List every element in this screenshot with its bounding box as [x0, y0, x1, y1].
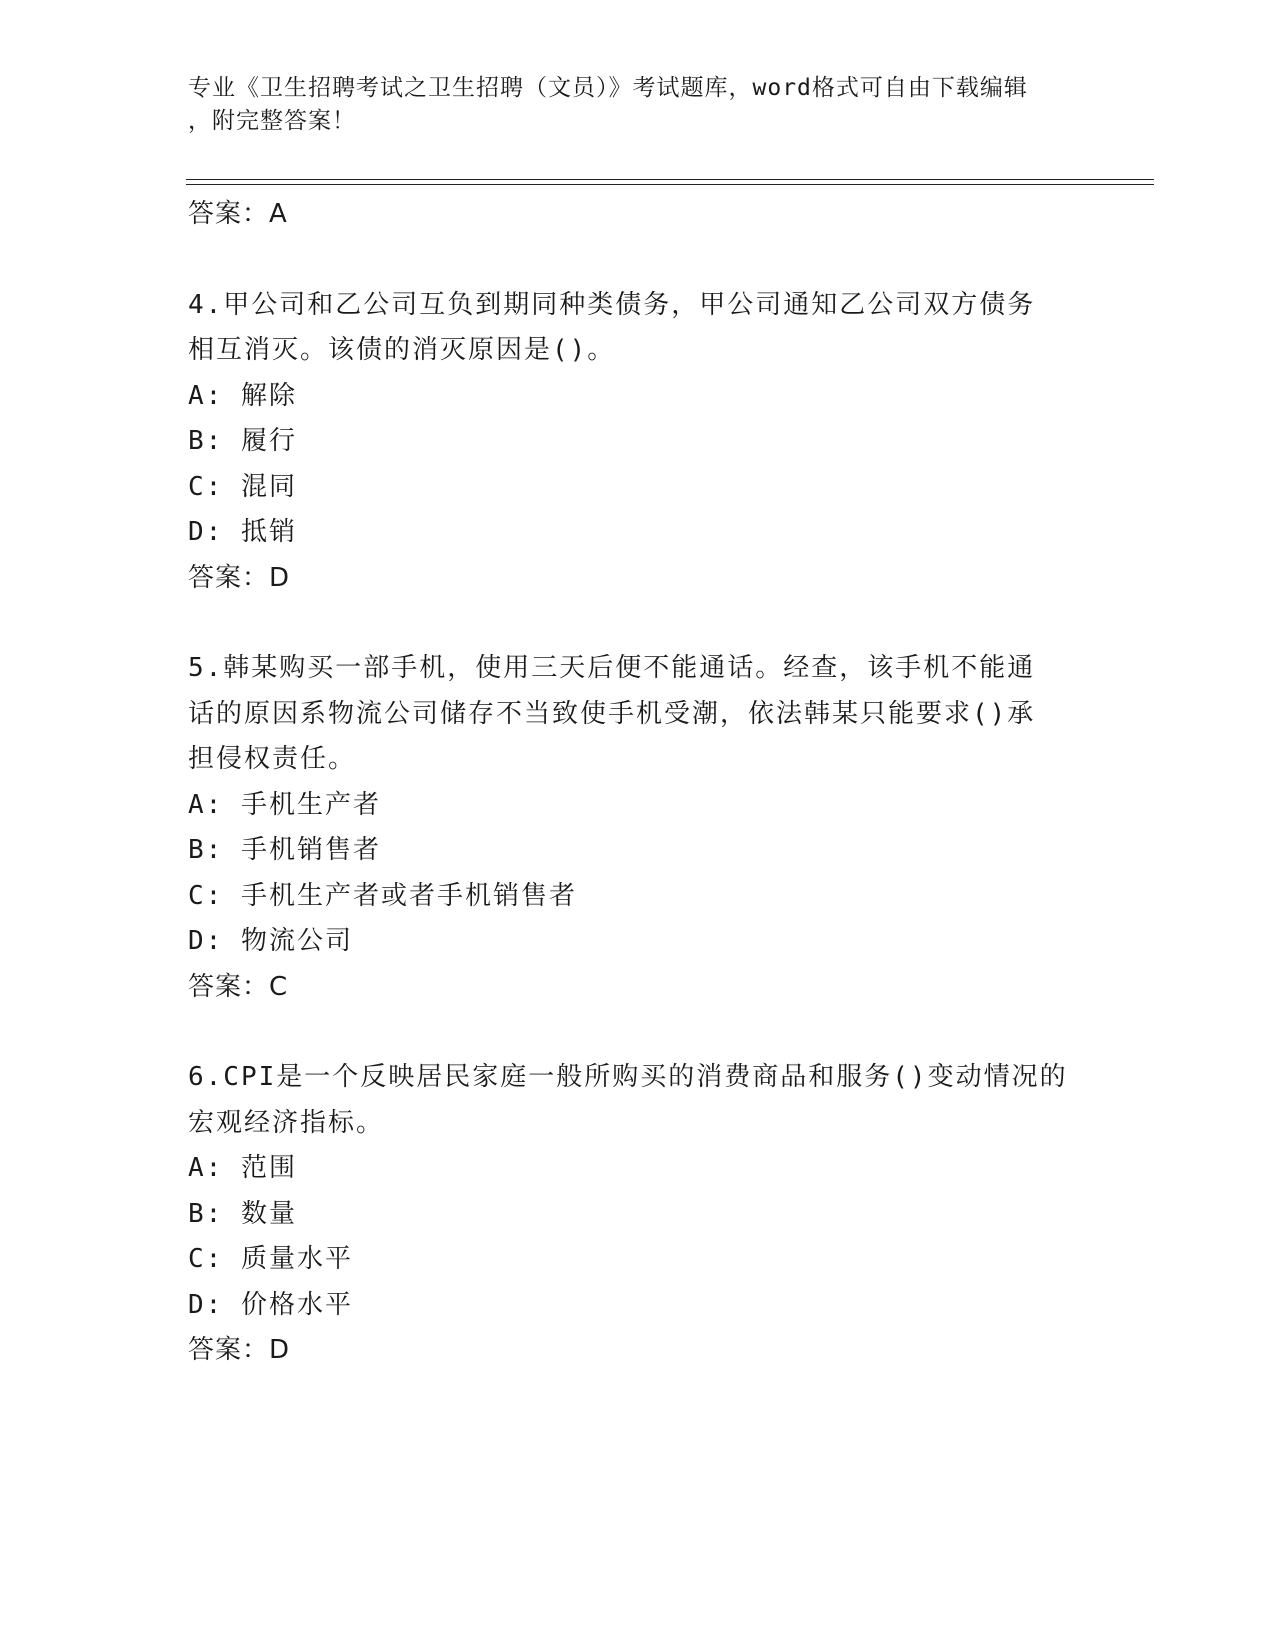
- option-a: A: 范围: [188, 1153, 297, 1183]
- header-divider-bottom: [186, 184, 1154, 185]
- question-text-line: 相互消灭。该债的消灭原因是()。: [188, 335, 616, 365]
- option-a: A: 手机生产者: [188, 789, 381, 820]
- question-text-line: 担侵权责任。: [188, 744, 357, 774]
- spacer: [188, 1010, 1088, 1055]
- option-d: D: 价格水平: [188, 1289, 353, 1320]
- option-d: D: 物流公司: [188, 926, 353, 956]
- question-list: [188, 192, 1088, 1374]
- header-line-1: 专业《卫生招聘考试之卫生招聘（文员）》考试题库，word格式可自由下载编辑: [188, 75, 1028, 101]
- option-b: B: 手机销售者: [188, 835, 381, 865]
- question-6: [188, 1055, 1088, 1374]
- spacer: [188, 601, 1088, 646]
- question-text-line: 5.韩某购买一部手机，使用三天后便不能通话。经查，该手机不能通: [188, 653, 1036, 683]
- question-text-line: 6.CPI是一个反映居民家庭一般所购买的消费商品和服务()变动情况的: [188, 1062, 1068, 1092]
- option-d: D: 抵销: [188, 517, 297, 547]
- question-4: [188, 283, 1088, 602]
- option-c: C: 手机生产者或者手机销售者: [188, 880, 577, 911]
- document-header: [188, 72, 1088, 138]
- option-c: C: 混同: [188, 471, 297, 502]
- spacer: [188, 238, 1088, 283]
- option-b: B: 履行: [188, 426, 297, 456]
- question-text-line: 宏观经济指标。: [188, 1107, 385, 1138]
- option-b: B: 数量: [188, 1198, 297, 1229]
- question-5: [188, 646, 1088, 1010]
- answer-line: 答案：D: [188, 1335, 291, 1365]
- previous-answer: 答案：A: [188, 199, 288, 229]
- option-a: A: 解除: [188, 380, 297, 411]
- answer-line: 答案：C: [188, 971, 289, 1002]
- option-c: C: 质量水平: [188, 1244, 353, 1274]
- question-text-line: 4.甲公司和乙公司互负到期同种类债务，甲公司通知乙公司双方债务: [188, 289, 1036, 320]
- header-line-2: ，附完整答案！: [188, 108, 356, 134]
- answer-line: 答案：D: [188, 562, 291, 593]
- question-text-line: 话的原因系物流公司储存不当致使手机受潮，依法韩某只能要求()承: [188, 698, 1036, 729]
- header-divider-top: [186, 179, 1154, 180]
